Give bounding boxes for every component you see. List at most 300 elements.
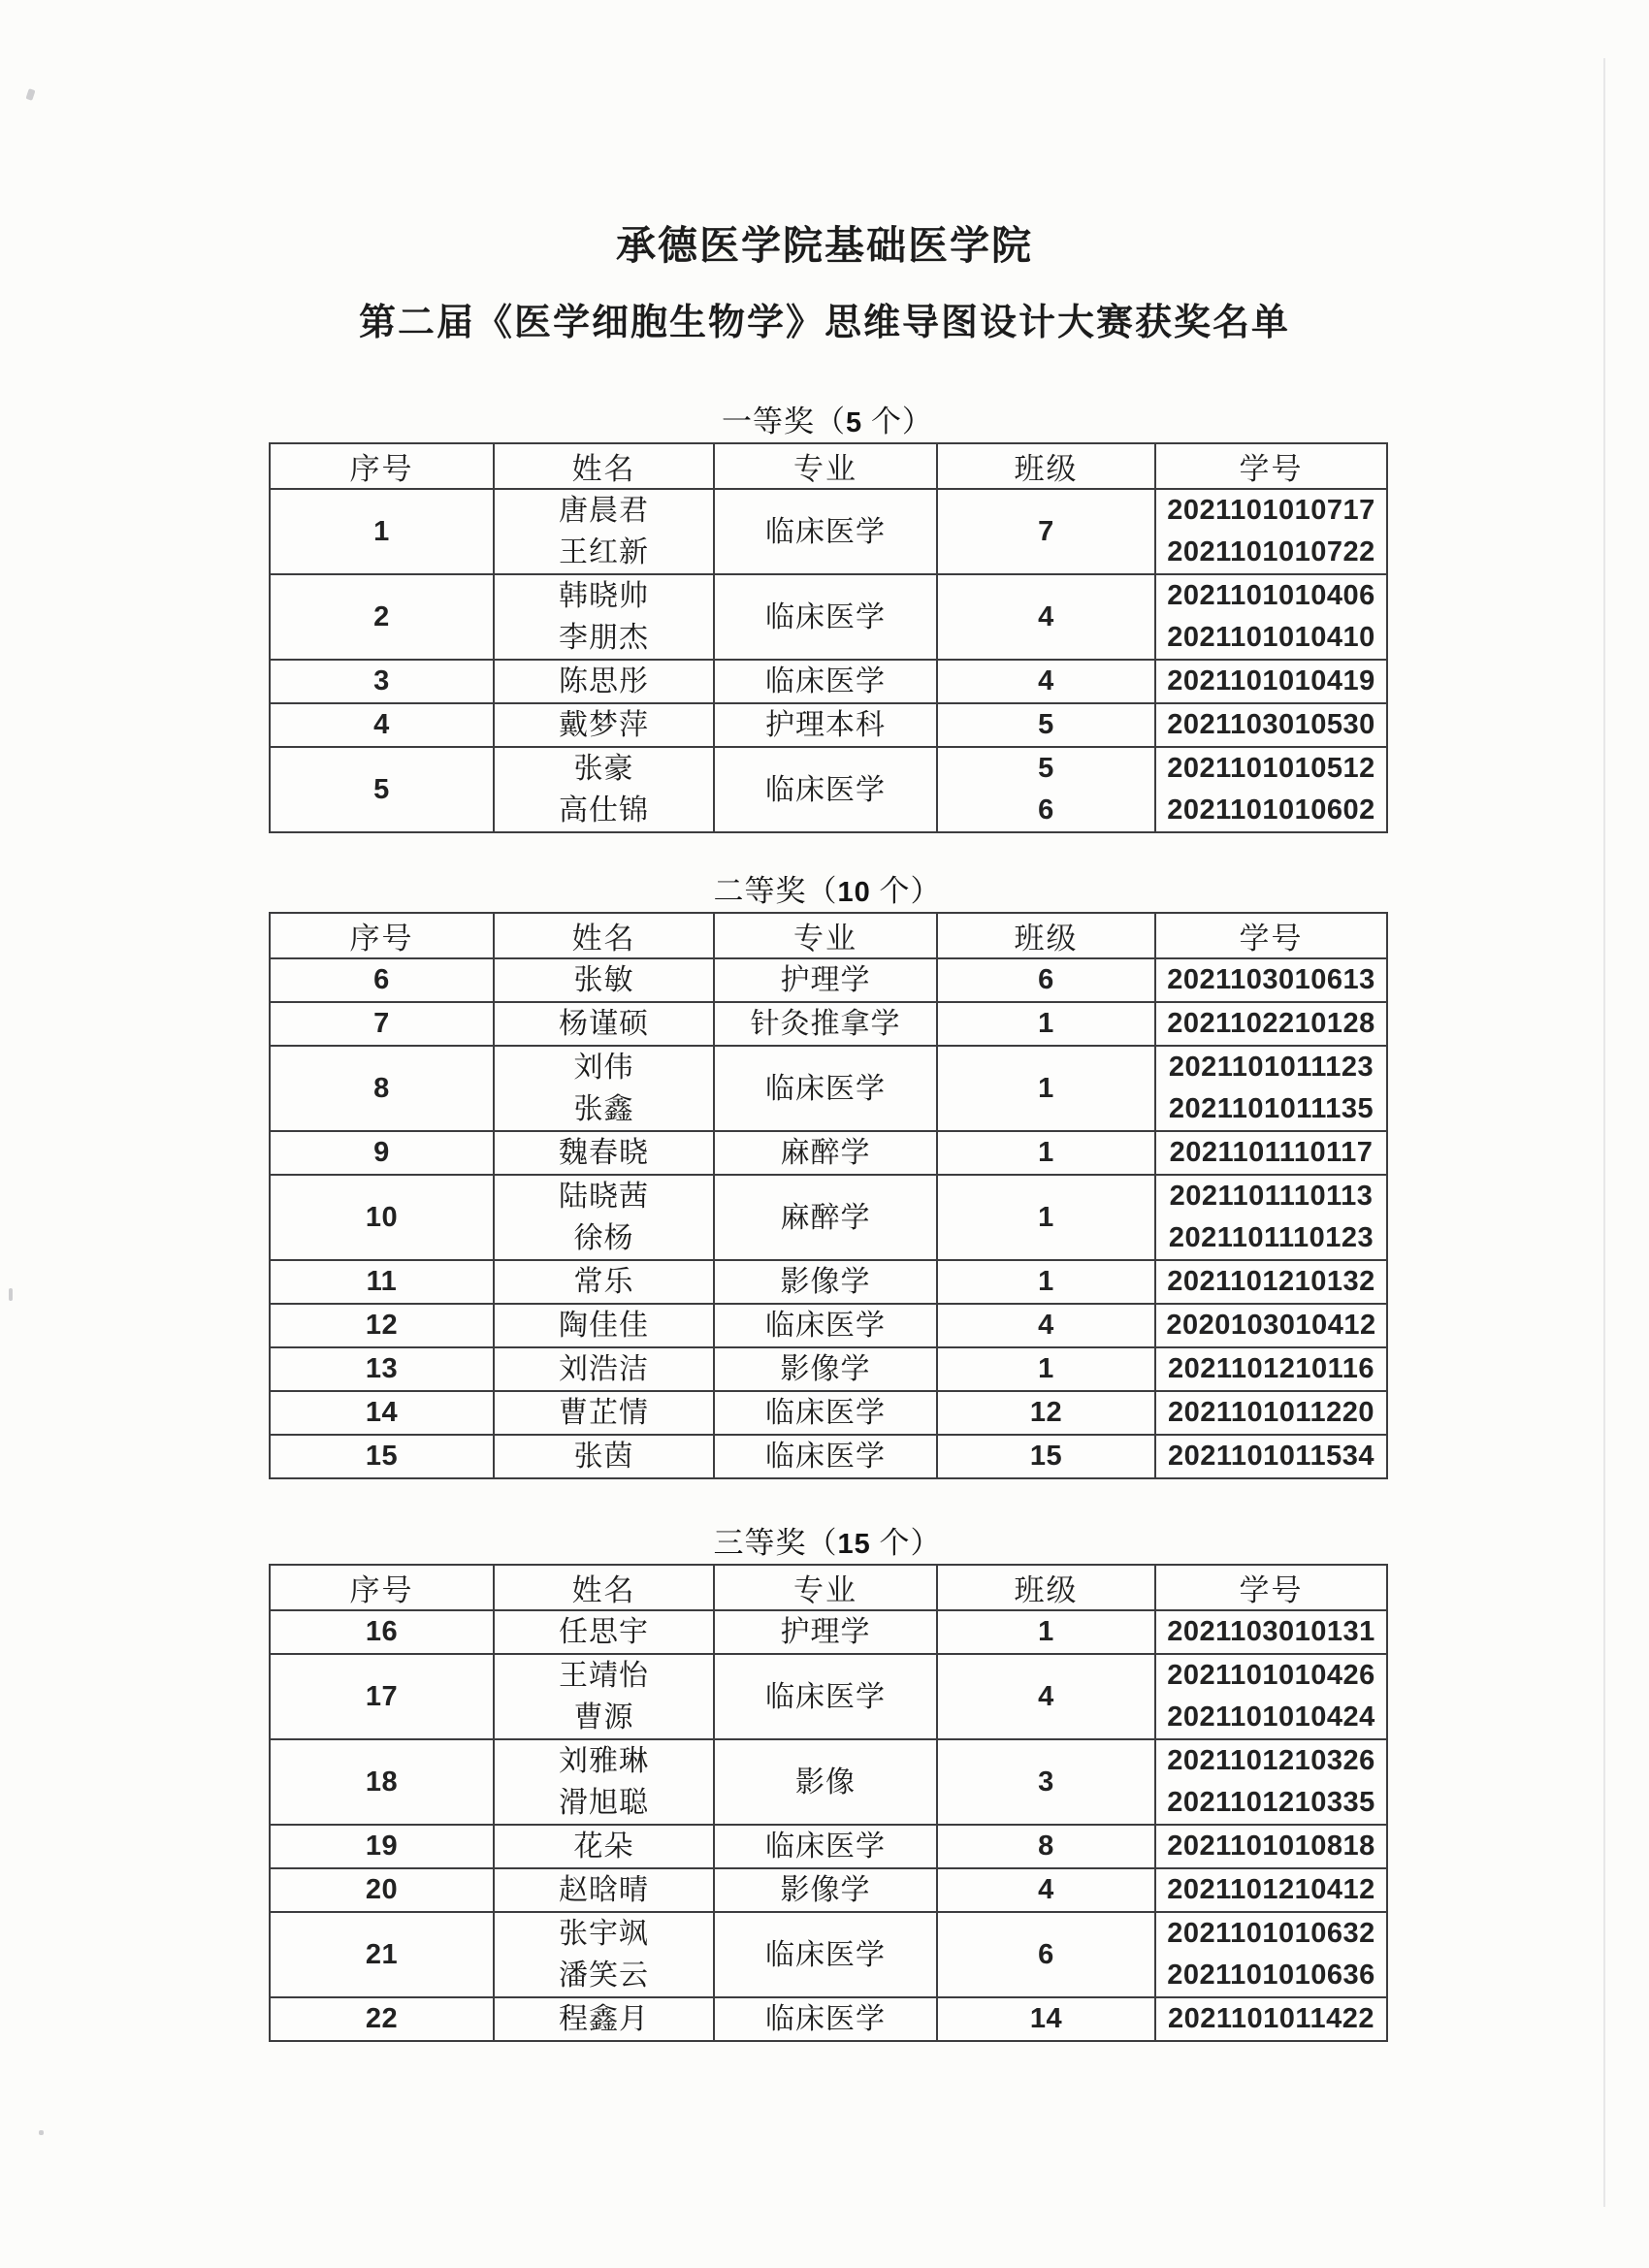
column-header: 学号 (1155, 1565, 1387, 1610)
class-numbers (937, 747, 1155, 832)
award-section-3 (269, 1527, 1386, 2042)
class-numbers-line: 4 (1038, 1874, 1054, 1905)
serial-number-line: 2 (373, 600, 390, 632)
serial-number-line: 7 (373, 1008, 390, 1039)
student-ids-line: 2021101010722 (1167, 536, 1375, 567)
major-line: 临床医学 (765, 665, 886, 697)
student-names-line: 陆晓茜 (559, 1181, 649, 1213)
table-row (270, 1175, 1387, 1260)
serial-number (270, 1654, 494, 1739)
class-numbers (937, 1739, 1155, 1825)
serial-number-line: 12 (365, 1310, 399, 1341)
student-names-line: 刘浩洁 (559, 1353, 649, 1385)
serial-number-line: 17 (365, 1680, 399, 1712)
student-names-line: 潘笑云 (559, 1960, 649, 1992)
class-numbers-line: 6 (1038, 794, 1054, 826)
major (714, 1002, 937, 1046)
column-header: 姓名 (494, 1565, 714, 1610)
student-ids-line: 2021101110113 (1169, 1181, 1374, 1212)
student-ids (1155, 747, 1387, 832)
student-names (494, 1175, 714, 1260)
major-line: 临床医学 (765, 1831, 886, 1863)
section-label-count: 5 (846, 407, 863, 438)
student-ids (1155, 1046, 1387, 1131)
serial-number-line: 18 (365, 1766, 399, 1798)
column-header: 专业 (714, 1565, 937, 1610)
student-names-line: 花朵 (573, 1831, 634, 1863)
class-numbers (937, 1260, 1155, 1304)
major (714, 958, 937, 1002)
student-ids (1155, 1131, 1387, 1175)
student-ids (1155, 958, 1387, 1002)
class-numbers (937, 1997, 1155, 2041)
document-title: 承德医学院基础医学院 (616, 223, 1033, 268)
student-ids (1155, 1654, 1387, 1739)
class-numbers (937, 1610, 1155, 1654)
student-names (494, 1304, 714, 1347)
serial-number-line: 22 (365, 2003, 399, 2034)
serial-number (270, 1304, 494, 1347)
award-section-1 (269, 405, 1386, 833)
major (714, 1131, 937, 1175)
table-body (270, 958, 1387, 1478)
student-ids-line: 2021103010131 (1167, 1616, 1375, 1647)
column-header: 序号 (270, 913, 494, 958)
serial-number-line: 8 (373, 1072, 390, 1104)
section-label (269, 1527, 1386, 1561)
column-header: 专业 (714, 913, 937, 958)
serial-number (270, 1912, 494, 1997)
column-header: 姓名 (494, 913, 714, 958)
major-line: 影像学 (780, 1266, 871, 1298)
serial-number-line: 10 (365, 1201, 399, 1233)
student-ids-line: 2021101011135 (1168, 1093, 1374, 1124)
major (714, 574, 937, 660)
serial-number-line: 20 (365, 1874, 399, 1905)
serial-number (270, 1175, 494, 1260)
table-row (270, 660, 1387, 703)
student-ids-line: 2021102210128 (1167, 1008, 1375, 1039)
student-names (494, 1046, 714, 1131)
student-ids-line: 2021101110123 (1168, 1222, 1374, 1253)
table-row (270, 1825, 1387, 1868)
class-numbers (937, 1002, 1155, 1046)
class-numbers (937, 1175, 1155, 1260)
student-ids-line: 2021101210132 (1167, 1266, 1375, 1297)
major (714, 1046, 937, 1131)
table-row (270, 703, 1387, 747)
student-ids-line: 2021101010410 (1167, 622, 1375, 653)
class-numbers (937, 1435, 1155, 1478)
class-numbers (937, 1912, 1155, 1997)
table-row (270, 1304, 1387, 1347)
student-ids-line: 2021101011220 (1168, 1397, 1374, 1428)
serial-number (270, 1610, 494, 1654)
serial-number-line: 1 (373, 515, 390, 547)
award-table (269, 1564, 1388, 2042)
student-names-line: 赵晗晴 (559, 1874, 649, 1906)
table-row (270, 1391, 1387, 1435)
table-body (270, 489, 1387, 832)
class-numbers-line: 14 (1029, 2003, 1063, 2034)
serial-number-line: 5 (373, 773, 390, 805)
serial-number-line: 16 (365, 1616, 399, 1647)
student-names-line: 陶佳佳 (559, 1310, 649, 1342)
class-numbers (937, 1825, 1155, 1868)
student-ids-line: 2021101110117 (1169, 1137, 1374, 1168)
class-numbers-line: 15 (1029, 1441, 1063, 1472)
document-subtitle: 第二届《医学细胞生物学》思维导图设计大赛获奖名单 (358, 303, 1290, 343)
major (714, 1997, 937, 2041)
class-numbers-line: 1 (1038, 1008, 1054, 1039)
serial-number (270, 1868, 494, 1912)
column-header: 序号 (270, 443, 494, 489)
class-numbers (937, 489, 1155, 574)
student-names-line: 任思宇 (559, 1616, 649, 1648)
section-label-count: 10 (837, 877, 871, 908)
student-ids (1155, 1610, 1387, 1654)
table-row (270, 574, 1387, 660)
class-numbers-line: 3 (1038, 1766, 1054, 1798)
student-ids (1155, 1435, 1387, 1478)
class-numbers (937, 1046, 1155, 1131)
major-line: 护理学 (780, 964, 871, 996)
student-ids (1155, 1739, 1387, 1825)
major (714, 489, 937, 574)
class-numbers (937, 1868, 1155, 1912)
student-names (494, 574, 714, 660)
student-names (494, 1997, 714, 2041)
student-names-line: 高仕锦 (559, 794, 649, 826)
class-numbers-line: 1 (1038, 1201, 1054, 1233)
class-numbers-line: 4 (1038, 1680, 1054, 1712)
column-header: 专业 (714, 443, 937, 489)
table-row (270, 1654, 1387, 1739)
serial-number (270, 747, 494, 832)
class-numbers (937, 1654, 1155, 1739)
major-line: 影像学 (780, 1353, 871, 1385)
student-names-line: 王靖怡 (559, 1660, 649, 1692)
student-ids (1155, 660, 1387, 703)
serial-number (270, 1391, 494, 1435)
student-ids-line: 2021101010602 (1167, 794, 1375, 826)
class-numbers (937, 1131, 1155, 1175)
student-ids-line: 2021101010512 (1167, 753, 1375, 784)
student-names (494, 1131, 714, 1175)
class-numbers-line: 1 (1038, 1072, 1054, 1104)
column-header: 学号 (1155, 913, 1387, 958)
column-header: 姓名 (494, 443, 714, 489)
table-row (270, 1260, 1387, 1304)
scan-speck (9, 1288, 13, 1301)
section-label-prefix: 一等奖（ (722, 405, 847, 438)
table-header-row (270, 913, 1387, 958)
student-names-line: 张豪 (573, 753, 634, 785)
student-names-line: 刘雅琳 (559, 1745, 649, 1777)
student-ids (1155, 1825, 1387, 1868)
student-names (494, 1610, 714, 1654)
student-names (494, 489, 714, 574)
table-row (270, 1046, 1387, 1131)
serial-number-line: 14 (365, 1397, 399, 1428)
column-header: 学号 (1155, 443, 1387, 489)
table-header-row (270, 1565, 1387, 1610)
serial-number (270, 1260, 494, 1304)
student-ids (1155, 1347, 1387, 1391)
major (714, 660, 937, 703)
major-line: 临床医学 (765, 1072, 886, 1105)
major-line: 临床医学 (765, 773, 886, 806)
serial-number (270, 660, 494, 703)
serial-number (270, 1002, 494, 1046)
student-names-line: 徐杨 (573, 1222, 634, 1254)
major (714, 1435, 937, 1478)
serial-number (270, 1435, 494, 1478)
class-numbers-line: 7 (1038, 515, 1054, 547)
student-names-line: 滑旭聪 (559, 1787, 649, 1819)
award-table (269, 912, 1388, 1479)
student-names-line: 戴梦萍 (559, 709, 649, 741)
serial-number (270, 1825, 494, 1868)
student-ids (1155, 1304, 1387, 1347)
class-numbers (937, 660, 1155, 703)
major (714, 1912, 937, 1997)
student-ids (1155, 1912, 1387, 1997)
student-ids-line: 2021101210412 (1167, 1874, 1375, 1905)
class-numbers-line: 6 (1038, 1938, 1054, 1970)
section-label (269, 405, 1386, 439)
class-numbers-line: 4 (1038, 665, 1054, 697)
student-ids-line: 2021101010406 (1167, 580, 1375, 611)
serial-number (270, 574, 494, 660)
class-numbers-line: 6 (1038, 964, 1054, 995)
serial-number-line: 9 (373, 1137, 390, 1168)
student-ids-line: 2021101010818 (1167, 1831, 1375, 1862)
student-ids-line: 2021101010426 (1167, 1660, 1375, 1691)
table-header-row (270, 443, 1387, 489)
section-label-suffix: 个） (862, 405, 933, 438)
student-ids (1155, 1260, 1387, 1304)
serial-number-line: 15 (365, 1441, 399, 1472)
class-numbers-line: 4 (1038, 1310, 1054, 1341)
major-line: 临床医学 (765, 1310, 886, 1342)
serial-number-line: 3 (373, 665, 390, 697)
student-names (494, 1002, 714, 1046)
class-numbers (937, 574, 1155, 660)
table-row (270, 1868, 1387, 1912)
table-row (270, 1997, 1387, 2041)
student-names-line: 张宇飒 (559, 1918, 649, 1950)
serial-number-line: 13 (365, 1353, 399, 1384)
student-ids-line: 2021103010530 (1167, 709, 1375, 740)
class-numbers-line: 1 (1038, 1137, 1054, 1168)
serial-number (270, 1131, 494, 1175)
class-numbers-line: 1 (1038, 1266, 1054, 1297)
serial-number (270, 958, 494, 1002)
major-line: 针灸推拿学 (750, 1008, 901, 1040)
major-line: 临床医学 (765, 515, 886, 548)
serial-number (270, 489, 494, 574)
student-names (494, 958, 714, 1002)
student-ids (1155, 703, 1387, 747)
scan-speck (25, 88, 35, 101)
student-names-line: 杨谨硕 (559, 1008, 649, 1040)
major (714, 1175, 937, 1260)
class-numbers-line: 4 (1038, 600, 1054, 632)
major-line: 临床医学 (765, 1397, 886, 1429)
section-label (269, 875, 1386, 909)
serial-number-line: 4 (373, 709, 390, 740)
student-names-line: 唐晨君 (559, 495, 649, 527)
section-label-suffix: 个） (870, 874, 942, 908)
serial-number (270, 1046, 494, 1131)
class-numbers-line: 12 (1029, 1397, 1063, 1428)
award-table (269, 442, 1388, 833)
serial-number (270, 1997, 494, 2041)
section-label-prefix: 三等奖（ (713, 1526, 838, 1560)
major (714, 1654, 937, 1739)
major-line: 临床医学 (765, 600, 886, 633)
table-row (270, 747, 1387, 832)
major (714, 1304, 937, 1347)
section-label-prefix: 二等奖（ (713, 874, 838, 908)
column-header: 班级 (937, 913, 1155, 958)
student-names-line: 刘伟 (573, 1052, 634, 1084)
scan-edge-artifact (1603, 58, 1605, 2207)
student-ids (1155, 1997, 1387, 2041)
table-row (270, 1435, 1387, 1478)
table-row (270, 1347, 1387, 1391)
column-header: 班级 (937, 1565, 1155, 1610)
table-row (270, 958, 1387, 1002)
student-ids-line: 2021101010424 (1167, 1701, 1375, 1733)
student-ids-line: 2021103010613 (1167, 964, 1375, 995)
student-names-line: 张茵 (573, 1441, 634, 1473)
student-names-line: 张鑫 (573, 1093, 634, 1125)
major-line: 临床医学 (765, 2003, 886, 2035)
major (714, 1825, 937, 1868)
serial-number-line: 21 (365, 1938, 399, 1970)
student-names-line: 张敏 (573, 964, 634, 996)
student-ids (1155, 1868, 1387, 1912)
class-numbers-line: 1 (1038, 1616, 1054, 1647)
major-line: 临床医学 (765, 1938, 886, 1971)
major-line: 护理本科 (765, 709, 886, 741)
serial-number (270, 1739, 494, 1825)
class-numbers-line: 5 (1038, 709, 1054, 740)
class-numbers (937, 958, 1155, 1002)
class-numbers-line: 8 (1038, 1831, 1054, 1862)
table-row (270, 1912, 1387, 1997)
section-label-count: 15 (837, 1529, 871, 1560)
student-names (494, 747, 714, 832)
student-ids (1155, 1391, 1387, 1435)
student-names (494, 1739, 714, 1825)
student-ids-line: 2021101010419 (1167, 665, 1375, 697)
student-names (494, 703, 714, 747)
student-ids (1155, 1002, 1387, 1046)
student-ids-line: 2021101210335 (1167, 1787, 1375, 1818)
student-names (494, 1825, 714, 1868)
student-names-line: 韩晓帅 (559, 580, 649, 612)
student-names-line: 曹芷情 (559, 1397, 649, 1429)
major (714, 1391, 937, 1435)
student-ids-line: 2021101011534 (1168, 1441, 1374, 1472)
student-ids-line: 2021101010636 (1167, 1960, 1375, 1991)
scan-speck (39, 2130, 44, 2135)
serial-number-line: 6 (373, 964, 390, 995)
table-row (270, 489, 1387, 574)
student-names (494, 1260, 714, 1304)
student-names-line: 常乐 (573, 1266, 634, 1298)
serial-number-line: 19 (365, 1831, 399, 1862)
student-names (494, 1654, 714, 1739)
table-body (270, 1610, 1387, 2041)
column-header: 序号 (270, 1565, 494, 1610)
student-names-line: 陈思彤 (559, 665, 649, 697)
student-names (494, 1391, 714, 1435)
student-ids-line: 2021101210116 (1168, 1353, 1374, 1384)
major-line: 麻醉学 (780, 1137, 871, 1169)
table-row (270, 1610, 1387, 1654)
major-line: 影像学 (780, 1874, 871, 1906)
student-names (494, 1347, 714, 1391)
award-section-2 (269, 875, 1386, 1479)
table-row (270, 1131, 1387, 1175)
major (714, 1739, 937, 1825)
class-numbers (937, 1347, 1155, 1391)
student-names (494, 1868, 714, 1912)
major-line: 影像 (795, 1766, 856, 1798)
student-ids-line: 2021101011422 (1168, 2003, 1374, 2034)
student-ids-line: 2020103010412 (1166, 1310, 1376, 1341)
section-label-suffix: 个） (870, 1526, 942, 1560)
major-line: 麻醉学 (780, 1201, 871, 1234)
major-line: 临床医学 (765, 1441, 886, 1473)
student-names-line: 程鑫月 (559, 2003, 649, 2035)
student-names-line: 曹源 (573, 1701, 634, 1733)
major (714, 1868, 937, 1912)
student-ids-line: 2021101210326 (1167, 1745, 1375, 1776)
student-ids (1155, 1175, 1387, 1260)
major-line: 护理学 (780, 1616, 871, 1648)
major (714, 1610, 937, 1654)
class-numbers (937, 1304, 1155, 1347)
student-names-line: 李朋杰 (559, 622, 649, 654)
class-numbers-line: 5 (1038, 753, 1054, 784)
major (714, 1260, 937, 1304)
major (714, 703, 937, 747)
table-row (270, 1002, 1387, 1046)
major-line: 临床医学 (765, 1680, 886, 1713)
major (714, 1347, 937, 1391)
class-numbers (937, 703, 1155, 747)
table-row (270, 1739, 1387, 1825)
class-numbers-line: 1 (1038, 1353, 1054, 1384)
student-names (494, 660, 714, 703)
student-ids (1155, 574, 1387, 660)
student-ids-line: 2021101010717 (1167, 495, 1375, 526)
student-ids (1155, 489, 1387, 574)
serial-number (270, 1347, 494, 1391)
serial-number (270, 703, 494, 747)
column-header: 班级 (937, 443, 1155, 489)
serial-number-line: 11 (366, 1266, 398, 1297)
student-ids-line: 2021101011123 (1168, 1052, 1374, 1083)
student-ids-line: 2021101010632 (1167, 1918, 1375, 1949)
student-names-line: 王红新 (559, 536, 649, 568)
student-names (494, 1912, 714, 1997)
